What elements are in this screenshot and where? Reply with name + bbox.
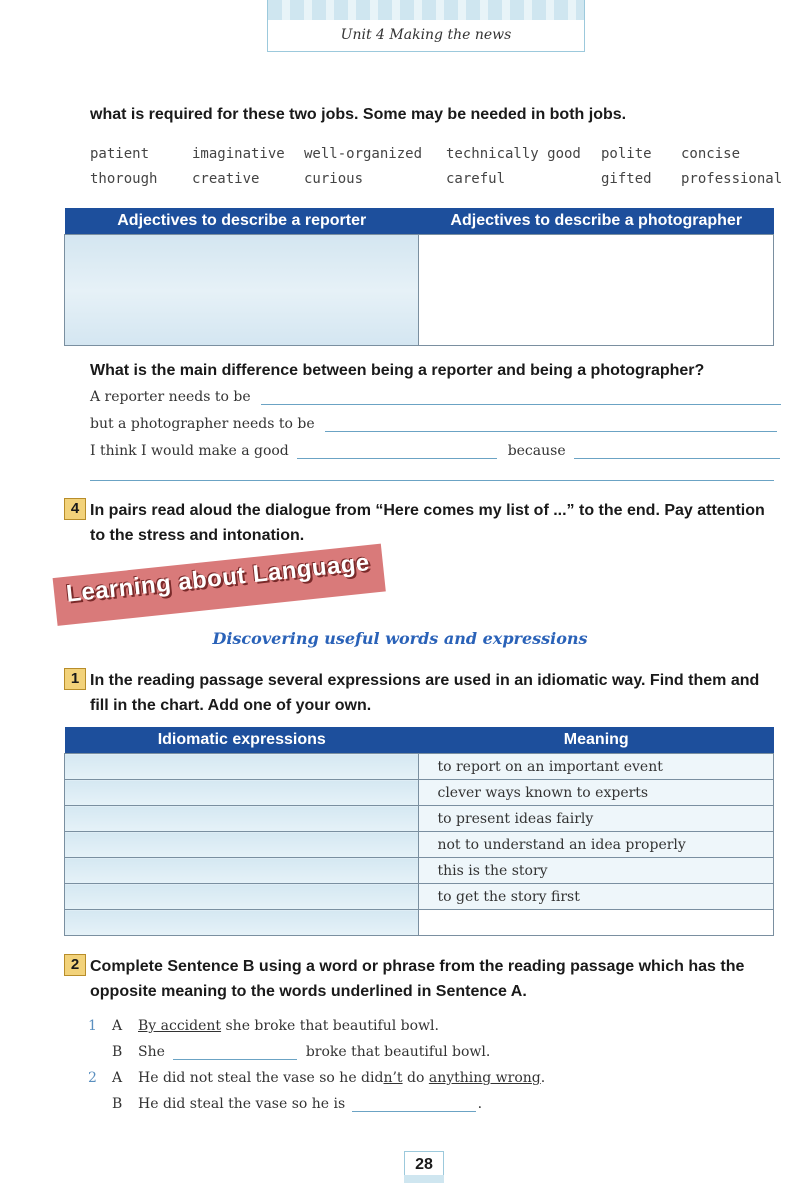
exercise-number: 1 (64, 668, 86, 690)
word: gifted (601, 171, 652, 187)
table-row (65, 884, 774, 910)
word: thorough (90, 171, 158, 187)
word-bank-row-2 (0, 171, 800, 191)
blank-line[interactable] (574, 458, 780, 459)
meaning-cell: this is the story (419, 858, 774, 884)
word: well-organized (304, 146, 423, 162)
header-meaning: Meaning (419, 727, 774, 754)
item-2-b: B He did steal the vase so he is . (112, 1096, 483, 1112)
unit-title: Unit 4 Making the news (340, 27, 512, 43)
meaning-cell: to get the story first (419, 884, 774, 910)
reporter-answer-cell[interactable] (65, 235, 419, 346)
item-1-b: B She broke that beautiful bowl. (112, 1044, 491, 1060)
header-decoration (268, 0, 584, 20)
word: careful (446, 171, 506, 187)
word: patient (90, 146, 150, 162)
blank-line[interactable] (173, 1059, 297, 1060)
blank-line[interactable] (261, 404, 781, 405)
header-idioms: Idiomatic expressions (65, 727, 419, 754)
section-banner-title: Learning about Language (64, 548, 371, 608)
word: curious (304, 171, 364, 187)
table-row (65, 910, 774, 936)
idiom-answer-cell[interactable] (65, 910, 419, 936)
blank-line[interactable] (352, 1111, 476, 1112)
photographer-answer-cell[interactable] (419, 235, 774, 346)
meaning-answer-cell[interactable] (419, 910, 774, 936)
idioms-chart (64, 727, 774, 936)
table-row (65, 832, 774, 858)
difference-line-3: I think I would make a good because (90, 443, 774, 459)
table-row (65, 806, 774, 832)
table-row (65, 780, 774, 806)
idiom-answer-cell[interactable] (65, 832, 419, 858)
table-row (65, 858, 774, 884)
item-1-a: 1 A By accident she broke that beautiful bowl. (88, 1018, 439, 1034)
meaning-cell: to present ideas fairly (419, 806, 774, 832)
idiom-answer-cell[interactable] (65, 858, 419, 884)
idiom-answer-cell[interactable] (65, 884, 419, 910)
page-number-decoration (404, 1175, 444, 1183)
idiom-answer-cell[interactable] (65, 780, 419, 806)
word: imaginative (192, 146, 285, 162)
header-reporter: Adjectives to describe a reporter (65, 208, 419, 235)
meaning-cell: clever ways known to experts (419, 780, 774, 806)
difference-question: What is the main difference between being a reporter and being a photographer? (90, 362, 705, 379)
table-row (65, 754, 774, 780)
section-subtitle: Discovering useful words and expressions (212, 629, 588, 648)
idiom-answer-cell[interactable] (65, 754, 419, 780)
header-photographer: Adjectives to describe a photographer (419, 208, 774, 235)
intro-text: what is required for these two jobs. Some may be needed in both jobs. (90, 106, 627, 123)
meaning-cell: to report on an important event (419, 754, 774, 780)
exercise-number: 4 (64, 498, 86, 520)
word: polite (601, 146, 652, 162)
blank-line[interactable] (325, 431, 777, 432)
word: professional (681, 171, 783, 187)
exercise-4-text: In pairs read aloud the dialogue from “Here comes my list of ...” to the end. Pay attention to the stress and intonation. (90, 502, 765, 544)
item-2-a: 2 A He did not steal the vase so he didn’t do anything wrong. (88, 1070, 546, 1086)
section-banner (52, 538, 386, 630)
blank-line[interactable] (297, 458, 497, 459)
word-bank-row-1 (0, 146, 800, 166)
difference-line-2: but a photographer needs to be (90, 416, 774, 432)
idiom-answer-cell[interactable] (65, 806, 419, 832)
adjectives-chart (64, 208, 774, 346)
exercise-number: 2 (64, 954, 86, 976)
blank-line[interactable] (90, 480, 774, 481)
word: technically good (446, 146, 581, 162)
exercise-2-text: Complete Sentence B using a word or phrase from the reading passage which has the opposite meaning to the words underlined in Sentence A. (90, 958, 745, 1000)
word: creative (192, 171, 260, 187)
page-number: 28 (404, 1151, 444, 1179)
word: concise (681, 146, 741, 162)
meaning-cell: not to understand an idea properly (419, 832, 774, 858)
unit-header (267, 0, 585, 52)
exercise-1-text: In the reading passage several expressions are used in an idiomatic way. Find them and fill in the chart. Add one of your own. (90, 672, 760, 714)
difference-line-1: A reporter needs to be (90, 389, 774, 405)
